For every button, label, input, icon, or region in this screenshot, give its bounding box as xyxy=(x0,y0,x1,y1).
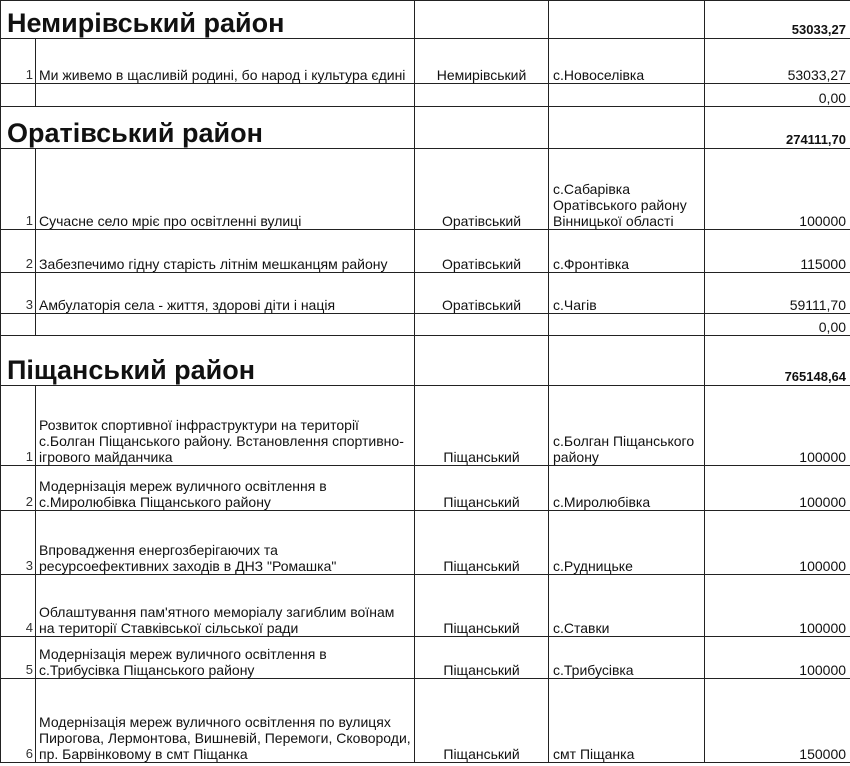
location: с.Миролюбівка xyxy=(549,466,705,511)
district: Оратівський xyxy=(415,149,549,230)
section-header xyxy=(1,107,850,149)
table-row xyxy=(1,575,850,637)
district: Піщанський xyxy=(415,386,549,466)
section-title: Піщанський район xyxy=(1,336,415,386)
row-number: 1 xyxy=(1,149,36,230)
table-row xyxy=(1,511,850,575)
amount: 100000 xyxy=(705,511,850,575)
row-number: 1 xyxy=(1,386,36,466)
table-row xyxy=(1,679,850,763)
table-row xyxy=(1,637,850,679)
section-header xyxy=(1,336,850,386)
location: с.Ставки xyxy=(549,575,705,637)
table-row xyxy=(1,230,850,273)
section-total: 53033,27 xyxy=(705,1,850,39)
amount: 59111,70 xyxy=(705,273,850,314)
subtotal-row xyxy=(1,314,850,336)
district: Немирівський xyxy=(415,39,549,84)
row-number: 6 xyxy=(1,679,36,763)
location: с.Рудницьке xyxy=(549,511,705,575)
district: Піщанський xyxy=(415,637,549,679)
amount: 115000 xyxy=(705,230,850,273)
section-title: Оратівський район xyxy=(1,107,415,149)
district: Оратівський xyxy=(415,273,549,314)
project-name: Облаштування пам'ятного меморіалу загиблим воїнам на території Ставківської сільської ради xyxy=(36,575,415,637)
amount: 100000 xyxy=(705,386,850,466)
amount: 53033,27 xyxy=(705,39,850,84)
amount: 100000 xyxy=(705,575,850,637)
table-row xyxy=(1,149,850,230)
row-number: 2 xyxy=(1,466,36,511)
table-row xyxy=(1,386,850,466)
amount: 100000 xyxy=(705,466,850,511)
row-number: 5 xyxy=(1,637,36,679)
section-header xyxy=(1,1,850,39)
subtotal: 0,00 xyxy=(705,84,850,107)
section-total: 274111,70 xyxy=(705,107,850,149)
section-title: Немирівський район xyxy=(1,1,415,39)
location: с.Фронтівка xyxy=(549,230,705,273)
location: с.Сабарівка Оратівського району Вінницької області xyxy=(549,149,705,230)
project-name: Забезпечимо гідну старість літнім мешканцям району xyxy=(36,230,415,273)
table-row xyxy=(1,466,850,511)
project-name: Амбулаторія села - життя, здорові діти і нація xyxy=(36,273,415,314)
location: с.Трибусівка xyxy=(549,637,705,679)
subtotal-row xyxy=(1,84,850,107)
subtotal: 0,00 xyxy=(705,314,850,336)
row-number: 2 xyxy=(1,230,36,273)
row-number: 1 xyxy=(1,39,36,84)
project-name: Модернізація мереж вуличного освітлення по вулицях Пирогова, Лермонтова, Вишневій, Перемоги, Сковороди, пр. Барвінковому в смт Піщанка xyxy=(36,679,415,763)
table-row xyxy=(1,39,850,84)
table-row xyxy=(1,273,850,314)
location: с.Чагів xyxy=(549,273,705,314)
row-number: 4 xyxy=(1,575,36,637)
district: Піщанський xyxy=(415,466,549,511)
project-name: Модернізація мереж вуличного освітлення в с.Миролюбівка Піщанського району xyxy=(36,466,415,511)
district: Піщанський xyxy=(415,575,549,637)
district: Піщанський xyxy=(415,679,549,763)
project-name: Ми живемо в щасливій родині, бо народ і культура єдині xyxy=(36,39,415,84)
project-name: Впровадження енергозберігаючих та ресурсоефективних заходів в ДНЗ "Ромашка" xyxy=(36,511,415,575)
location: с.Новоселівка xyxy=(549,39,705,84)
project-name: Сучасне село мріє про освітленні вулиці xyxy=(36,149,415,230)
location: смт Піщанка xyxy=(549,679,705,763)
amount: 150000 xyxy=(705,679,850,763)
amount: 100000 xyxy=(705,637,850,679)
project-name: Модернізація мереж вуличного освітлення в с.Трибусівка Піщанського району xyxy=(36,637,415,679)
row-number: 3 xyxy=(1,511,36,575)
section-total: 765148,64 xyxy=(705,336,850,386)
district: Оратівський xyxy=(415,230,549,273)
row-number: 3 xyxy=(1,273,36,314)
location: с.Болган Піщанського району xyxy=(549,386,705,466)
project-name: Розвиток спортивної інфраструктури на території с.Болган Піщанського району. Встановлення спортивно-ігрового майданчика xyxy=(36,386,415,466)
amount: 100000 xyxy=(705,149,850,230)
district: Піщанський xyxy=(415,511,549,575)
